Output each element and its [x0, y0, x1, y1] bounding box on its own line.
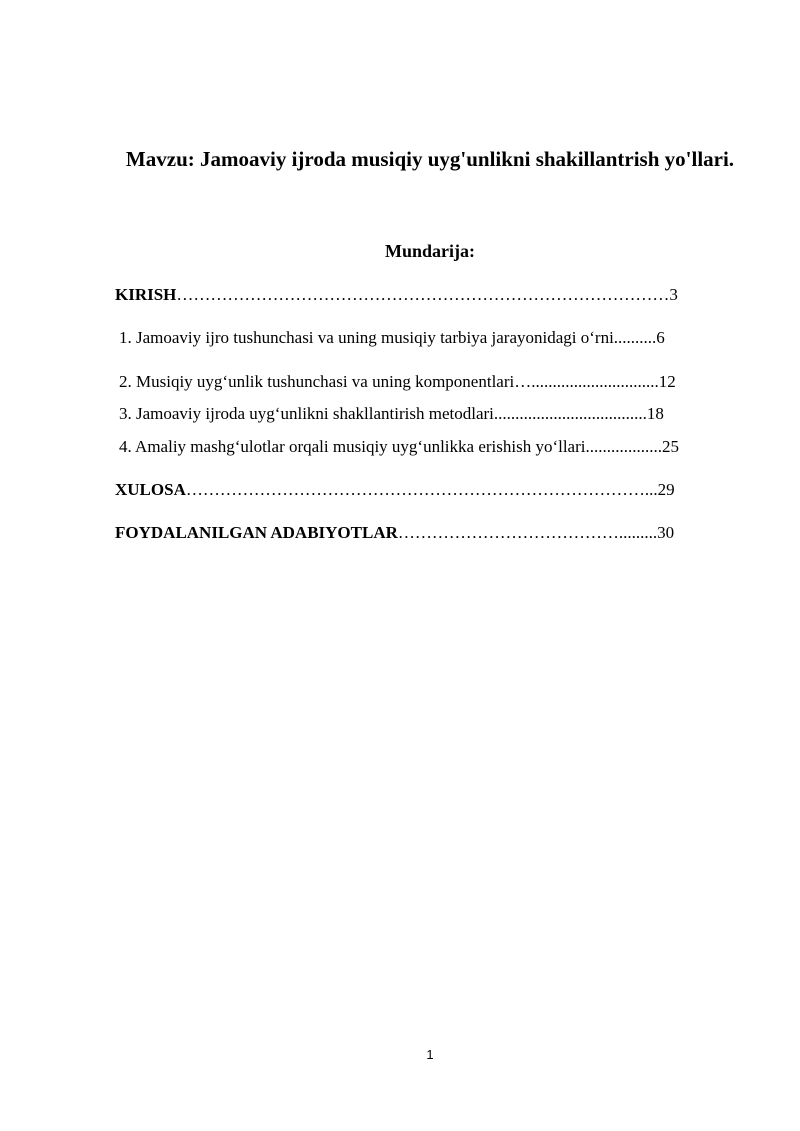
- toc-entry-3: 3. Jamoaviy ijroda uyg‘unlikni shakllantirish metodlari....................................18: [119, 404, 664, 423]
- toc-entry-4: 4. Amaliy mashg‘ulotlar orqali musiqiy uyg‘unlikka erishish yo‘llari..................25: [119, 437, 679, 456]
- toc-entry-adabiyotlar: [115, 523, 674, 543]
- toc-page-ref: ..29: [649, 480, 675, 499]
- toc-page-ref: 3: [669, 285, 678, 304]
- toc-entry-xulosa: [115, 480, 675, 500]
- toc-heading: Mundarija:: [385, 241, 475, 261]
- toc-entry-label: FOYDALANILGAN ADABIYOTLAR: [115, 523, 398, 542]
- page-title: Mavzu: Jamoaviy ijroda musiqiy uyg'unlikni shakillantrish yo'llari.: [125, 147, 735, 171]
- toc-entry-kirish: [115, 285, 678, 305]
- page-number: 1: [426, 1047, 434, 1062]
- toc-entry-2: 2. Musiqiy uyg‘unlik tushunchasi va uning komponentlari…..............................12: [119, 372, 676, 391]
- toc-leader: ……………………………………………………………………………: [176, 285, 670, 304]
- toc-entry-1: 1. Jamoaviy ijro tushunchasi va uning musiqiy tarbiya jarayonidagi o‘rni..........6: [119, 328, 665, 347]
- toc-leader: ……………………………………………………………………….: [185, 480, 650, 499]
- toc-page-ref: ........30: [623, 523, 675, 542]
- toc-entry-label: XULOSA: [115, 480, 186, 499]
- toc-entry-label: KIRISH: [115, 285, 177, 304]
- toc-leader: ………………………………….: [397, 523, 624, 542]
